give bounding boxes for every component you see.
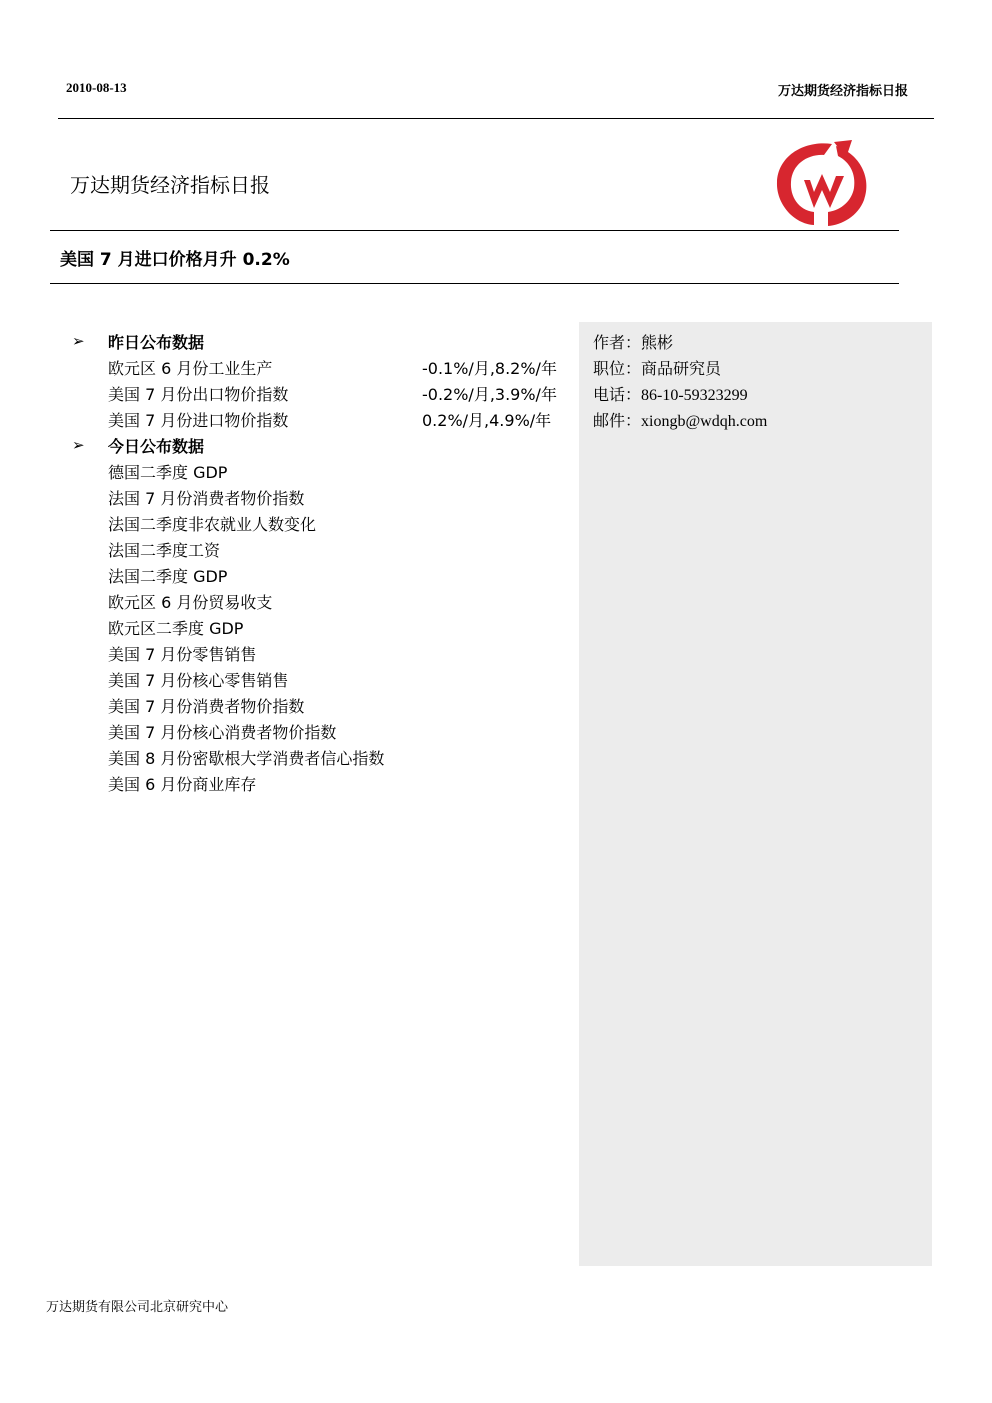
list-item	[72, 354, 572, 380]
list-item: 美国 8 月份密歇根大学消费者信心指数	[108, 748, 385, 768]
author-position: 职位：商品研究员	[593, 360, 722, 378]
indicator-name: 美国 7 月份出口物价指数	[108, 384, 289, 404]
yesterday-section-heading	[72, 328, 572, 354]
headline: 美国 7 月进口价格月升 0.2%	[60, 250, 290, 270]
arrow-bullet-icon: ➢	[72, 332, 85, 350]
list-item: 美国 7 月份消费者物价指数	[108, 696, 305, 716]
arrow-bullet-icon: ➢	[72, 436, 85, 454]
header-date: 2010-08-13	[66, 80, 127, 95]
header-publication: 万达期货经济指标日报	[777, 84, 908, 99]
list-item: 美国 7 月份核心零售销售	[108, 670, 289, 690]
list-item: 德国二季度 GDP	[108, 462, 228, 482]
list-item: 法国二季度 GDP	[108, 566, 228, 586]
list-item: 法国二季度非农就业人数变化	[108, 514, 317, 534]
author-phone: 电话：86-10-59323299	[593, 386, 748, 404]
list-item: 欧元区 6 月份贸易收支	[108, 592, 273, 612]
list-item: 美国 6 月份商业库存	[108, 774, 257, 794]
list-item	[72, 406, 572, 432]
indicator-value: 0.2%/月,4.9%/年	[422, 410, 552, 430]
author-email[interactable]: 邮件：xiongb@wdqh.com	[593, 412, 768, 430]
section-title: 今日公布数据	[108, 436, 205, 456]
title-divider	[50, 230, 899, 231]
list-item: 欧元区二季度 GDP	[108, 618, 244, 638]
main-content	[72, 328, 572, 796]
author-sidebar	[579, 322, 932, 1266]
indicator-value: -0.1%/月,8.2%/年	[422, 358, 557, 378]
indicator-name: 欧元区 6 月份工业生产	[108, 358, 273, 378]
headline-divider	[50, 283, 899, 284]
list-item: 法国二季度工资	[108, 540, 221, 560]
indicator-name: 美国 7 月份进口物价指数	[108, 410, 289, 430]
footer-company: 万达期货有限公司北京研究中心	[46, 1300, 229, 1315]
company-logo-icon	[774, 138, 872, 226]
indicator-value: -0.2%/月,3.9%/年	[422, 384, 557, 404]
list-item: 美国 7 月份零售销售	[108, 644, 257, 664]
list-item: 法国 7 月份消费者物价指数	[108, 488, 305, 508]
today-section-heading	[72, 432, 572, 458]
section-title: 昨日公布数据	[108, 332, 205, 352]
header-divider	[58, 118, 934, 119]
document-title: 万达期货经济指标日报	[70, 173, 270, 197]
list-item	[72, 380, 572, 406]
author-name: 作者：熊彬	[593, 334, 674, 352]
list-item: 美国 7 月份核心消费者物价指数	[108, 722, 337, 742]
